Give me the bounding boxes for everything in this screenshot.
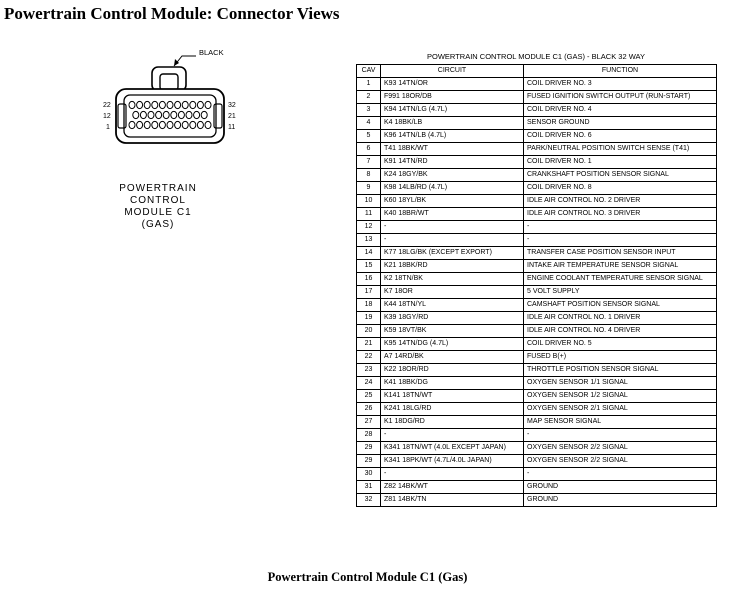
- function-cell: COIL DRIVER NO. 6: [524, 130, 717, 143]
- function-cell: -: [524, 234, 717, 247]
- function-cell: MAP SENSOR SIGNAL: [524, 416, 717, 429]
- table-row: [357, 429, 717, 442]
- header-function: FUNCTION: [524, 65, 717, 78]
- table-row: [357, 338, 717, 351]
- table-row: [357, 78, 717, 91]
- table-row: [357, 416, 717, 429]
- table-row: [357, 156, 717, 169]
- pin-label-21: 21: [228, 113, 236, 120]
- cav-cell: 9: [357, 182, 381, 195]
- function-cell: FUSED B(+): [524, 351, 717, 364]
- function-cell: OXYGEN SENSOR 1/1 SIGNAL: [524, 377, 717, 390]
- cav-cell: 12: [357, 221, 381, 234]
- table-row: [357, 377, 717, 390]
- table-row: [357, 364, 717, 377]
- function-cell: TRANSFER CASE POSITION SENSOR INPUT: [524, 247, 717, 260]
- function-cell: GROUND: [524, 494, 717, 507]
- circuit-cell: K24 18GY/BK: [381, 169, 524, 182]
- cav-cell: 15: [357, 260, 381, 273]
- circuit-cell: K4 18BK/LB: [381, 117, 524, 130]
- table-row: [357, 299, 717, 312]
- circuit-cell: K59 18VT/BK: [381, 325, 524, 338]
- circuit-cell: K40 18BR/WT: [381, 208, 524, 221]
- table-row: [357, 351, 717, 364]
- function-cell: -: [524, 429, 717, 442]
- function-cell: FUSED IGNITION SWITCH OUTPUT (RUN-START): [524, 91, 717, 104]
- table-row: [357, 130, 717, 143]
- function-cell: COIL DRIVER NO. 5: [524, 338, 717, 351]
- connector-color-label: BLACK: [199, 48, 224, 57]
- table-row: [357, 260, 717, 273]
- circuit-cell: Z82 14BK/WT: [381, 481, 524, 494]
- table-row: [357, 273, 717, 286]
- circuit-cell: K241 18LG/RD: [381, 403, 524, 416]
- table-row: [357, 286, 717, 299]
- circuit-cell: -: [381, 221, 524, 234]
- cav-cell: 21: [357, 338, 381, 351]
- table-row: [357, 325, 717, 338]
- pin-label-11: 11: [228, 124, 236, 131]
- table-row: [357, 468, 717, 481]
- pin-label-12: 12: [103, 113, 111, 120]
- circuit-cell: K39 18GY/RD: [381, 312, 524, 325]
- circuit-cell: A7 14RD/BK: [381, 351, 524, 364]
- table-row: [357, 390, 717, 403]
- circuit-cell: K341 18PK/WT (4.7L/4.0L JAPAN): [381, 455, 524, 468]
- cav-cell: 8: [357, 169, 381, 182]
- circuit-cell: K96 14TN/LB (4.7L): [381, 130, 524, 143]
- circuit-cell: K21 18BK/RD: [381, 260, 524, 273]
- table-row: [357, 247, 717, 260]
- table-row: [357, 481, 717, 494]
- connector-latch: [152, 67, 186, 91]
- connector-pinout-table: [356, 64, 717, 507]
- page-title: Powertrain Control Module: Connector Views: [4, 4, 340, 23]
- cav-cell: 24: [357, 377, 381, 390]
- function-cell: OXYGEN SENSOR 1/2 SIGNAL: [524, 390, 717, 403]
- function-cell: COIL DRIVER NO. 4: [524, 104, 717, 117]
- table-row: [357, 195, 717, 208]
- module-caption: [108, 183, 208, 231]
- cav-cell: 31: [357, 481, 381, 494]
- circuit-cell: F991 18OR/DB: [381, 91, 524, 104]
- circuit-cell: K60 18YL/BK: [381, 195, 524, 208]
- cav-cell: 4: [357, 117, 381, 130]
- table-row: [357, 104, 717, 117]
- module-caption-line: MODULE C1: [124, 207, 192, 218]
- circuit-cell: K98 14LB/RD (4.7L): [381, 182, 524, 195]
- table-row: [357, 312, 717, 325]
- function-cell: THROTTLE POSITION SENSOR SIGNAL: [524, 364, 717, 377]
- cav-cell: 18: [357, 299, 381, 312]
- connector-diagram: [90, 44, 250, 154]
- circuit-cell: K91 14TN/RD: [381, 156, 524, 169]
- function-cell: IDLE AIR CONTROL NO. 2 DRIVER: [524, 195, 717, 208]
- function-cell: OXYGEN SENSOR 2/2 SIGNAL: [524, 442, 717, 455]
- pin-label-1: 1: [106, 124, 110, 131]
- function-cell: OXYGEN SENSOR 2/2 SIGNAL: [524, 455, 717, 468]
- pin-label-22: 22: [103, 102, 111, 109]
- table-row: [357, 143, 717, 156]
- table-row: [357, 442, 717, 455]
- cav-cell: 16: [357, 273, 381, 286]
- function-cell: ENGINE COOLANT TEMPERATURE SENSOR SIGNAL: [524, 273, 717, 286]
- table-row: [357, 494, 717, 507]
- circuit-cell: K22 18OR/RD: [381, 364, 524, 377]
- function-cell: PARK/NEUTRAL POSITION SWITCH SENSE (T41): [524, 143, 717, 156]
- figure-caption: Powertrain Control Module C1 (Gas): [267, 570, 468, 584]
- cav-cell: 1: [357, 78, 381, 91]
- module-caption-line: POWERTRAIN: [119, 183, 197, 194]
- circuit-cell: -: [381, 468, 524, 481]
- table-row: [357, 221, 717, 234]
- circuit-cell: Z81 14BK/TN: [381, 494, 524, 507]
- module-caption-line: CONTROL: [130, 195, 186, 206]
- function-cell: COIL DRIVER NO. 8: [524, 182, 717, 195]
- cav-cell: 3: [357, 104, 381, 117]
- cav-cell: 20: [357, 325, 381, 338]
- cav-cell: 22: [357, 351, 381, 364]
- circuit-cell: K94 14TN/LG (4.7L): [381, 104, 524, 117]
- function-cell: CRANKSHAFT POSITION SENSOR SIGNAL: [524, 169, 717, 182]
- function-cell: 5 VOLT SUPPLY: [524, 286, 717, 299]
- cav-cell: 5: [357, 130, 381, 143]
- circuit-cell: -: [381, 429, 524, 442]
- function-cell: CAMSHAFT POSITION SENSOR SIGNAL: [524, 299, 717, 312]
- cav-cell: 10: [357, 195, 381, 208]
- circuit-cell: K95 14TN/DG (4.7L): [381, 338, 524, 351]
- table-row: [357, 117, 717, 130]
- function-cell: IDLE AIR CONTROL NO. 3 DRIVER: [524, 208, 717, 221]
- circuit-cell: -: [381, 234, 524, 247]
- cav-cell: 17: [357, 286, 381, 299]
- table-row: [357, 455, 717, 468]
- table-row: [357, 182, 717, 195]
- connector-latch-inner: [160, 74, 178, 90]
- table-row: [357, 208, 717, 221]
- function-cell: COIL DRIVER NO. 1: [524, 156, 717, 169]
- function-cell: -: [524, 221, 717, 234]
- circuit-cell: K7 18OR: [381, 286, 524, 299]
- table-row: [357, 169, 717, 182]
- function-cell: IDLE AIR CONTROL NO. 1 DRIVER: [524, 312, 717, 325]
- cav-cell: 30: [357, 468, 381, 481]
- cav-cell: 32: [357, 494, 381, 507]
- header-cav: CAV: [357, 65, 381, 78]
- cav-cell: 27: [357, 416, 381, 429]
- cav-cell: 28: [357, 429, 381, 442]
- cav-cell: 29: [357, 455, 381, 468]
- function-cell: IDLE AIR CONTROL NO. 4 DRIVER: [524, 325, 717, 338]
- pin-label-32: 32: [228, 102, 236, 109]
- connector-outline: [90, 44, 250, 154]
- circuit-cell: K41 18BK/DG: [381, 377, 524, 390]
- circuit-cell: K44 18TN/YL: [381, 299, 524, 312]
- cav-cell: 19: [357, 312, 381, 325]
- circuit-cell: K141 18TN/WT: [381, 390, 524, 403]
- table-header-row: [357, 65, 717, 78]
- function-cell: GROUND: [524, 481, 717, 494]
- cav-cell: 29: [357, 442, 381, 455]
- color-leader-line: [174, 56, 196, 66]
- circuit-cell: T41 18BK/WT: [381, 143, 524, 156]
- table-title: POWERTRAIN CONTROL MODULE C1 (GAS) - BLACK 32 WAY: [427, 52, 645, 61]
- circuit-cell: K2 18TN/BK: [381, 273, 524, 286]
- function-cell: COIL DRIVER NO. 3: [524, 78, 717, 91]
- function-cell: INTAKE AIR TEMPERATURE SENSOR SIGNAL: [524, 260, 717, 273]
- cav-cell: 7: [357, 156, 381, 169]
- connector-body: [116, 89, 224, 143]
- function-cell: SENSOR GROUND: [524, 117, 717, 130]
- cav-cell: 13: [357, 234, 381, 247]
- header-circuit: CIRCUIT: [381, 65, 524, 78]
- table-row: [357, 234, 717, 247]
- circuit-cell: K341 18TN/WT (4.0L EXCEPT JAPAN): [381, 442, 524, 455]
- circuit-cell: K93 14TN/OR: [381, 78, 524, 91]
- table-row: [357, 403, 717, 416]
- circuit-cell: K1 18DG/RD: [381, 416, 524, 429]
- circuit-cell: K77 18LG/BK (EXCEPT EXPORT): [381, 247, 524, 260]
- function-cell: OXYGEN SENSOR 2/1 SIGNAL: [524, 403, 717, 416]
- cav-cell: 6: [357, 143, 381, 156]
- cav-cell: 11: [357, 208, 381, 221]
- table-row: [357, 91, 717, 104]
- function-cell: -: [524, 468, 717, 481]
- cav-cell: 25: [357, 390, 381, 403]
- cav-cell: 14: [357, 247, 381, 260]
- cav-cell: 2: [357, 91, 381, 104]
- cav-cell: 23: [357, 364, 381, 377]
- cav-cell: 26: [357, 403, 381, 416]
- module-caption-line: (GAS): [141, 219, 175, 230]
